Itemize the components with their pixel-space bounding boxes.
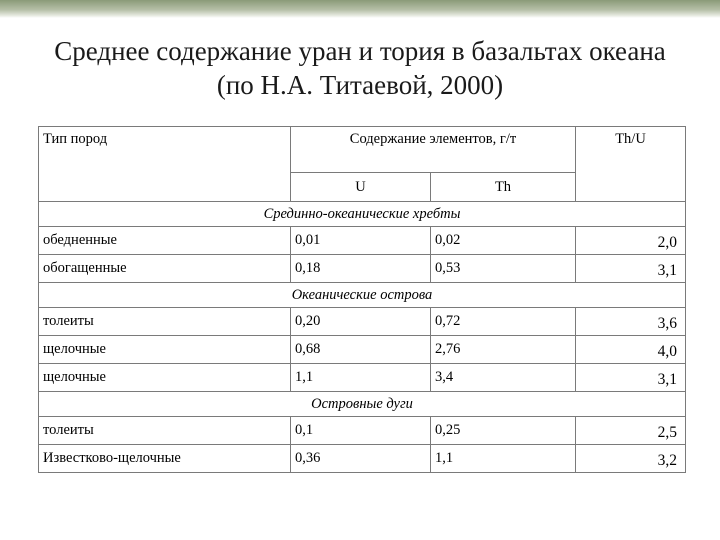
cell-rock-type: обедненные (39, 227, 291, 255)
cell-rock-type: толеиты (39, 308, 291, 336)
table-row (39, 336, 686, 364)
cell-u: 1,1 (291, 364, 431, 392)
top-gradient-bar (0, 0, 720, 18)
table-row (39, 227, 686, 255)
cell-th: 1,1 (431, 445, 576, 473)
cell-th: 0,02 (431, 227, 576, 255)
cell-th: 3,4 (431, 364, 576, 392)
cell-ratio: 2,0 (576, 227, 686, 255)
section-row (39, 202, 686, 227)
cell-u: 0,68 (291, 336, 431, 364)
slide-title (0, 34, 720, 102)
cell-rock-type: обогащенные (39, 255, 291, 283)
header-row (39, 127, 686, 173)
header-rock-type: Тип пород (39, 127, 291, 202)
header-ratio: Th/U (576, 127, 686, 202)
cell-th: 0,25 (431, 417, 576, 445)
cell-u: 0,18 (291, 255, 431, 283)
cell-ratio: 3,1 (576, 255, 686, 283)
cell-th: 2,76 (431, 336, 576, 364)
cell-u: 0,20 (291, 308, 431, 336)
cell-ratio: 2,5 (576, 417, 686, 445)
section-title: Срединно-океанические хребты (39, 202, 686, 227)
table-row (39, 255, 686, 283)
header-content: Содержание элементов, г/т (291, 127, 576, 173)
cell-ratio: 3,1 (576, 364, 686, 392)
section-row (39, 283, 686, 308)
cell-ratio: 3,6 (576, 308, 686, 336)
cell-rock-type: щелочные (39, 336, 291, 364)
cell-th: 0,53 (431, 255, 576, 283)
cell-rock-type: Известково-щелочные (39, 445, 291, 473)
cell-rock-type: щелочные (39, 364, 291, 392)
cell-ratio: 3,2 (576, 445, 686, 473)
table-row (39, 364, 686, 392)
section-title: Океанические острова (39, 283, 686, 308)
header-u: U (291, 173, 431, 202)
header-th: Th (431, 173, 576, 202)
cell-u: 0,01 (291, 227, 431, 255)
cell-u: 0,36 (291, 445, 431, 473)
title-line-1: Среднее содержание уран и тория в базальтах океана (54, 36, 666, 66)
cell-u: 0,1 (291, 417, 431, 445)
title-line-2: (по Н.А. Титаевой, 2000) (216, 70, 504, 100)
table-row (39, 417, 686, 445)
table-row (39, 308, 686, 336)
section-row (39, 392, 686, 417)
section-title: Островные дуги (39, 392, 686, 417)
cell-ratio: 4,0 (576, 336, 686, 364)
cell-rock-type: толеиты (39, 417, 291, 445)
uranium-thorium-table (38, 126, 686, 473)
cell-th: 0,72 (431, 308, 576, 336)
table-row (39, 445, 686, 473)
